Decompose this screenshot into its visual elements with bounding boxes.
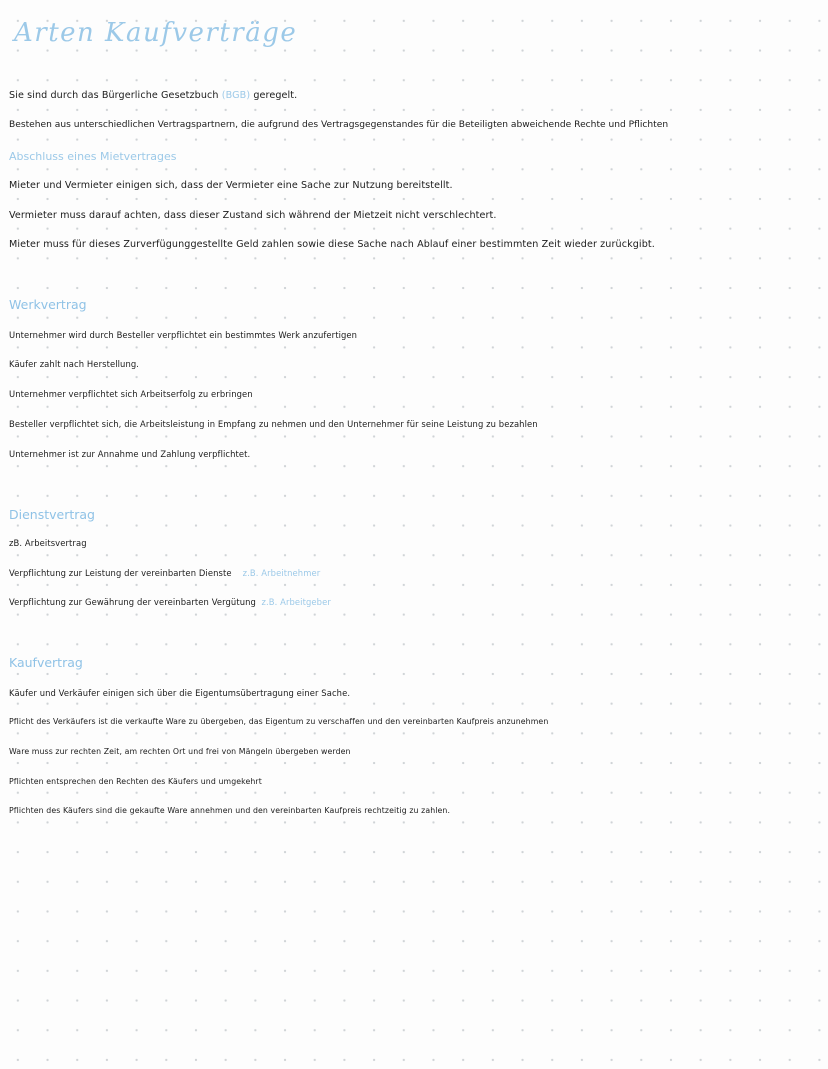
kauf-line-4: Pflichten entsprechen den Rechten des Käufers und umgekehrt: [9, 777, 262, 786]
dienst-example: zB. Arbeitsvertrag: [9, 538, 87, 548]
dienst-employee-text: Verpflichtung zur Leistung der vereinbarten Dienste: [9, 568, 232, 578]
intro-bgb-text: Sie sind durch das Bürgerliche Gesetzbuch: [9, 90, 222, 101]
kauf-line-1: Käufer und Verkäufer einigen sich über die Eigentumsübertragung einer Sache.: [9, 688, 351, 698]
werk-line-1: Unternehmer wird durch Besteller verpflichtet ein bestimmtes Werk anzufertigen: [9, 330, 358, 340]
dienst-line-employer: [9, 597, 331, 607]
miet-line-1: Mieter und Vermieter einigen sich, dass der Vermieter eine Sache zur Nutzung bereitstellt.: [9, 180, 453, 191]
werk-heading: Werkvertrag: [9, 297, 87, 312]
intro-line-parties: Bestehen aus unterschiedlichen Vertragspartnern, die aufgrund des Vertragsgegenstandes für die Beteiligten abweichende Rechte und Pflichten: [9, 120, 669, 130]
kauf-heading: Kaufvertrag: [9, 655, 83, 670]
miet-line-2: Vermieter muss darauf achten, dass dieser Zustand sich während der Mietzeit nicht verschlechtert.: [9, 210, 497, 221]
dienst-employee-accent: z.B. Arbeitnehmer: [242, 568, 321, 578]
kauf-line-5: Pflichten des Käufers sind die gekaufte Ware annehmen und den vereinbarten Kaufpreis rechtzeitig zu zahlen.: [9, 806, 451, 815]
kauf-line-2: Pflicht des Verkäufers ist die verkaufte Ware zu übergeben, das Eigentum zu verschaffen und den vereinbarten Kaufpreis anzunehmen: [9, 717, 549, 726]
werk-line-3: Unternehmer verpflichtet sich Arbeitserfolg zu erbringen: [9, 389, 253, 399]
kauf-line-3: Ware muss zur rechten Zeit, am rechten Ort und frei von Mängeln übergeben werden: [9, 747, 351, 756]
dienst-line-employee: [9, 568, 320, 578]
intro-bgb-accent: (BGB): [221, 90, 251, 101]
dienst-employer-accent: z.B. Arbeitgeber: [261, 597, 331, 607]
intro-line-bgb: [9, 90, 297, 101]
werk-line-4: Besteller verpflichtet sich, die Arbeitsleistung in Empfang zu nehmen und den Unternehmer für seine Leistung zu bezahlen: [9, 419, 538, 429]
dienst-employer-text: Verpflichtung zur Gewährung der vereinbarten Vergütung: [9, 597, 256, 607]
werk-line-5: Unternehmer ist zur Annahme und Zahlung verpflichtet.: [9, 449, 251, 459]
miet-heading: Abschluss eines Mietvertrages: [9, 150, 177, 163]
page-title: Arten Kaufverträge: [14, 18, 298, 48]
intro-bgb-suffix: geregelt.: [250, 90, 298, 101]
werk-line-2: Käufer zahlt nach Herstellung.: [9, 359, 140, 369]
dienst-heading: Dienstvertrag: [9, 507, 95, 522]
miet-line-3: Mieter muss für dieses Zurverfügunggestellte Geld zahlen sowie diese Sache nach Ablauf einer bestimmten Zeit wieder zurückgibt.: [9, 239, 655, 250]
